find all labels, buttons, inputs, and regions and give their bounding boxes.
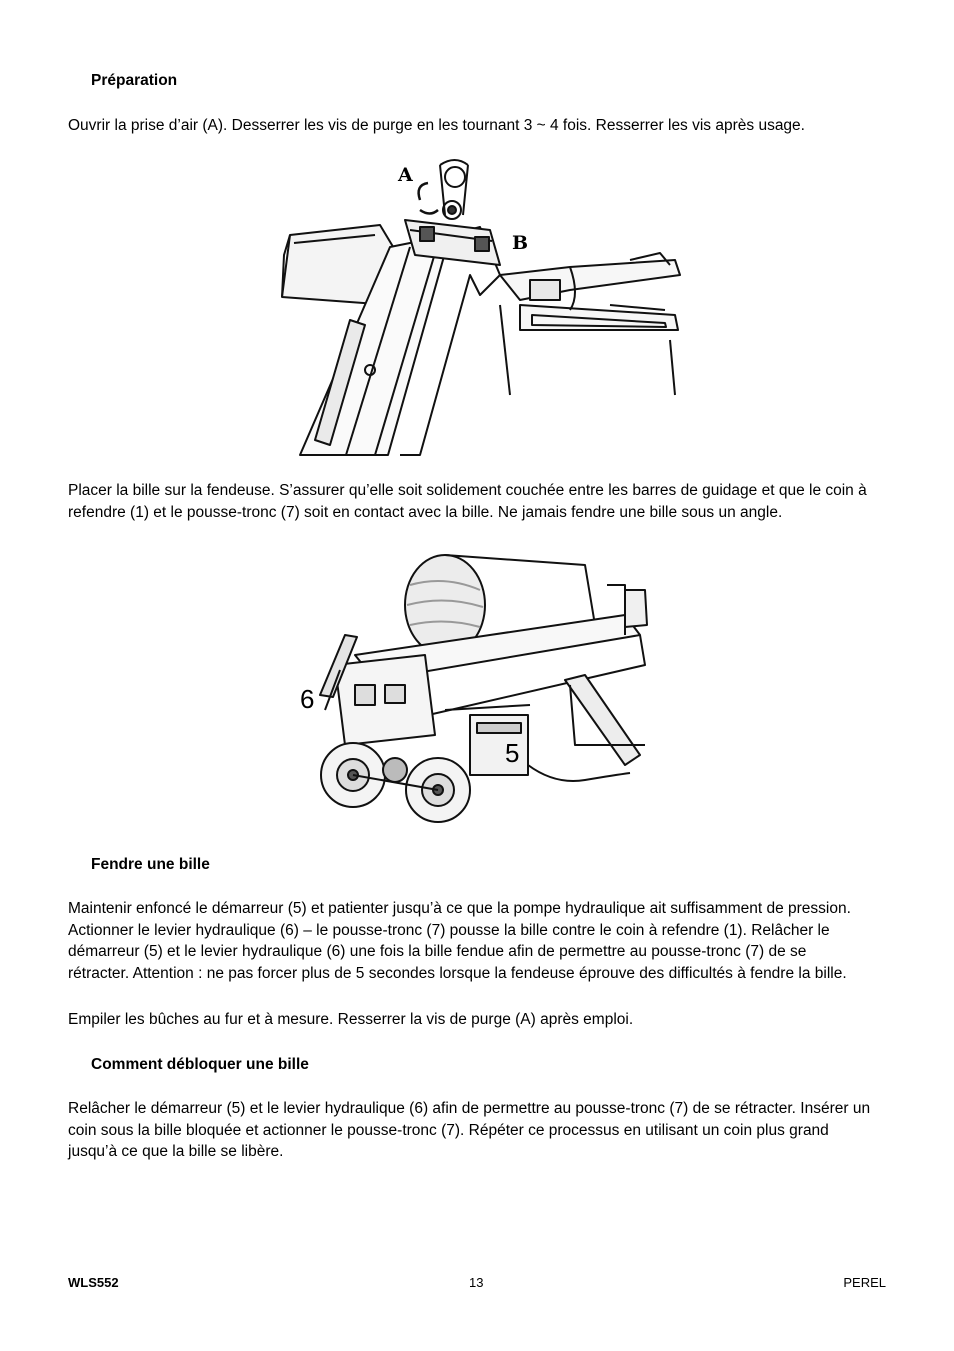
text-line: Placer la bille sur la fendeuse. S’assurer qu’elle soit solidement couchée entre les barres de guidage et que le coin à [68, 482, 867, 499]
figure-label-5: 5 [505, 738, 520, 768]
section-heading-split-log: Fendre une bille [91, 856, 210, 873]
section-heading-unjam-log: Comment débloquer une bille [91, 1056, 309, 1073]
text-line: Ouvrir la prise d’air (A). Desserrer les vis de purge en les tournant 3 ~ 4 fois. Resserrer les vis après usage. [68, 117, 805, 134]
paragraph-stack-logs [68, 1009, 898, 1031]
figure-label-6: 6 [300, 684, 315, 714]
footer-model: WLS552 [68, 1275, 119, 1290]
footer-page-number: 13 [469, 1275, 484, 1290]
paragraph-placement [68, 480, 898, 523]
section-heading-preparation: Préparation [91, 72, 178, 89]
text-line: Maintenir enfoncé le démarreur (5) et patienter jusqu’à ce que la pompe hydraulique ait suffisamment de pression. [68, 900, 851, 917]
paragraph-preparation [68, 115, 898, 137]
figure-label-a: A [398, 164, 413, 186]
figure-air-vent-illustration [270, 155, 684, 457]
text-line: Actionner le levier hydraulique (6) – le pousse-tronc (7) pousse la bille contre le coin à refendre (1). Relâcher le [68, 921, 830, 939]
figure-label-b: B [512, 232, 529, 254]
text-line: rétracter. Attention : ne pas forcer plus de 5 secondes lorsque la fendeuse éprouve des difficultés à fendre la bille. [68, 964, 847, 982]
figure-log-splitter-illustration [295, 545, 660, 832]
paragraph-split-log [68, 898, 898, 984]
text-line: Relâcher le démarreur (5) et le levier hydraulique (6) afin de permettre au pousse-tronc (7) de se rétracter. Insérer un [68, 1100, 871, 1117]
footer-brand: PEREL [843, 1275, 886, 1290]
text-line: démarreur (5) et le levier hydraulique (6) une fois la bille fendue afin de permettre au pousse-tronc (7) de se [68, 943, 807, 960]
paragraph-unjam-log [68, 1098, 898, 1163]
text-line: coin sous la bille bloquée et actionner le pousse-tronc (7). Répéter ce processus en utilisant un coin plus grand [68, 1121, 829, 1139]
text-line: refendre (1) et le pousse-tronc (7) soit en contact avec la bille. Ne jamais fendre une bille sous un angle. [68, 503, 783, 521]
text-line: Empiler les bûches au fur et à mesure. Resserrer la vis de purge (A) après emploi. [68, 1011, 634, 1028]
text-line: jusqu’à ce que la bille se libère. [68, 1143, 284, 1160]
